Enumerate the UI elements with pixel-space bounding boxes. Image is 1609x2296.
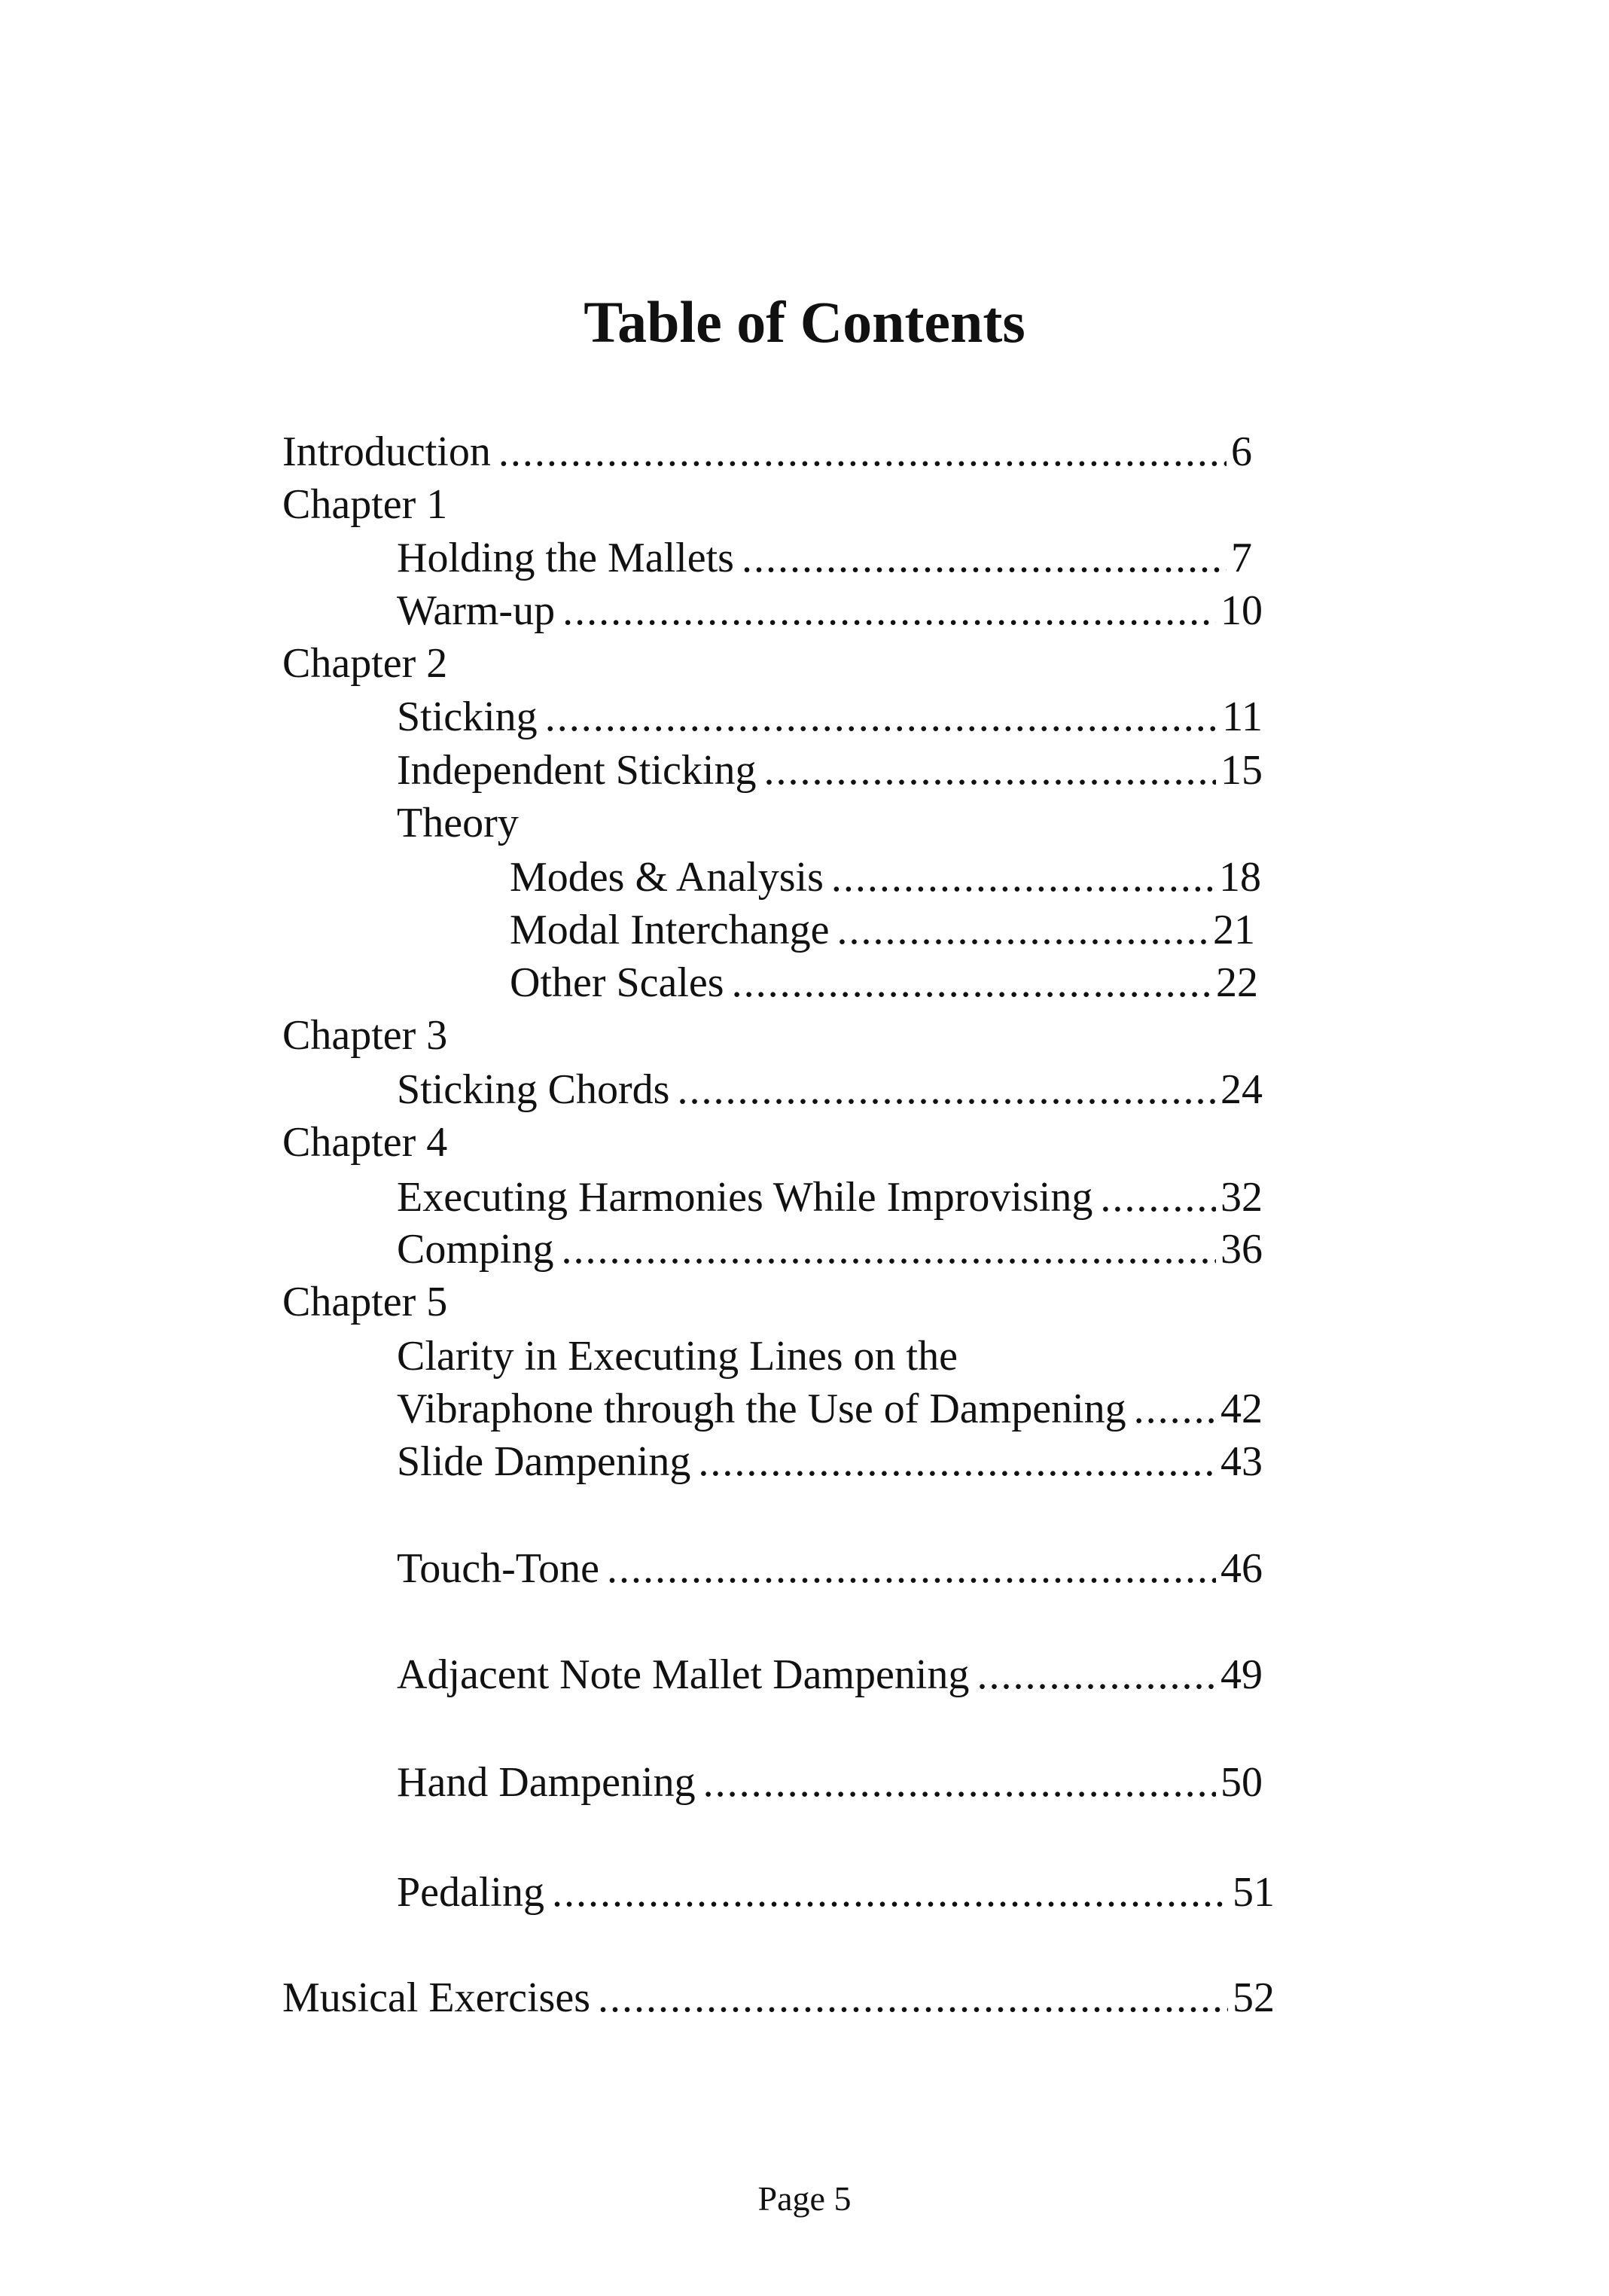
toc-entry-label: Executing Harmonies While Improvising — [397, 1174, 1093, 1221]
dot-leader — [698, 1435, 1216, 1488]
toc-entry-page: 52 — [1233, 1974, 1275, 2021]
toc-entry-page: 18 — [1219, 854, 1261, 901]
toc-entry-label: Modes & Analysis — [510, 854, 824, 901]
toc-entry-page: 32 — [1220, 1174, 1263, 1221]
toc-entry-page: 46 — [1220, 1545, 1263, 1592]
toc-entry-independent-sticking — [397, 744, 1263, 797]
dot-leader — [598, 1971, 1228, 2024]
dot-leader — [836, 904, 1208, 956]
toc-chapter-2: Chapter 2 — [282, 640, 448, 687]
toc-entry-page: 50 — [1220, 1759, 1263, 1806]
toc-entry-label: Musical Exercises — [282, 1974, 590, 2021]
dot-leader — [1134, 1383, 1216, 1435]
toc-entry-page: 11 — [1222, 694, 1263, 740]
toc-entry-touch-tone — [397, 1542, 1263, 1595]
toc-entry-modes-analysis — [510, 851, 1261, 904]
toc-entry-page: 24 — [1220, 1066, 1263, 1113]
toc-entry-sticking — [397, 691, 1263, 743]
toc-entry-clarity-line-2 — [397, 1383, 1263, 1435]
toc-entry-warm-up — [397, 584, 1263, 637]
dot-leader — [677, 1063, 1216, 1116]
toc-entry-slide-dampening — [397, 1435, 1263, 1488]
toc-entry-modal-interchange — [510, 904, 1255, 956]
toc-entry-label: Hand Dampening — [397, 1759, 696, 1806]
toc-entry-page: 15 — [1220, 747, 1263, 794]
toc-entry-label: Introduction — [282, 428, 491, 475]
toc-entry-adjacent-note-mallet-dampening — [397, 1648, 1263, 1701]
toc-entry-label: Vibraphone through the Use of Dampening — [397, 1386, 1126, 1432]
dot-leader — [498, 425, 1227, 478]
toc-entry-label: Pedaling — [397, 1869, 544, 1916]
toc-entry-sticking-chords — [397, 1063, 1263, 1116]
dot-leader — [607, 1542, 1216, 1595]
dot-leader — [763, 744, 1216, 797]
toc-entry-label: Modal Interchange — [510, 907, 830, 953]
toc-entry-page: 42 — [1220, 1386, 1263, 1432]
toc-entry-clarity-line-1: Clarity in Executing Lines on the — [397, 1333, 958, 1380]
toc-entry-page: 36 — [1220, 1226, 1263, 1273]
toc-entry-page: 43 — [1220, 1438, 1263, 1485]
dot-leader — [742, 532, 1227, 584]
toc-chapter-3: Chapter 3 — [282, 1012, 448, 1059]
toc-entry-label: Warm-up — [397, 587, 556, 634]
dot-leader — [545, 691, 1217, 743]
toc-entry-other-scales — [510, 956, 1258, 1009]
toc-entry-label: Sticking Chords — [397, 1066, 670, 1113]
page-number: Page 5 — [757, 2179, 852, 2218]
toc-entry-label: Adjacent Note Mallet Dampening — [397, 1651, 970, 1698]
dot-leader — [562, 584, 1216, 637]
dot-leader — [703, 1756, 1216, 1809]
toc-heading-theory: Theory — [397, 800, 519, 846]
dot-leader — [552, 1866, 1228, 1919]
toc-entry-label: Comping — [397, 1226, 554, 1273]
toc-entry-label: Sticking — [397, 694, 538, 740]
dot-leader — [831, 851, 1214, 904]
toc-entry-page: 10 — [1220, 587, 1263, 634]
dot-leader — [732, 956, 1211, 1009]
toc-entry-executing-harmonies — [397, 1171, 1263, 1224]
toc-entry-musical-exercises — [282, 1971, 1275, 2024]
toc-entry-page: 6 — [1231, 428, 1252, 475]
toc-entry-page: 49 — [1220, 1651, 1263, 1698]
toc-entry-hand-dampening — [397, 1756, 1263, 1809]
page-title: Table of Contents — [584, 289, 1025, 355]
toc-entry-pedaling — [397, 1866, 1275, 1919]
dot-leader — [977, 1648, 1216, 1701]
toc-chapter-1: Chapter 1 — [282, 481, 448, 528]
toc-entry-label: Holding the Mallets — [397, 535, 734, 581]
toc-entry-page: 7 — [1231, 535, 1252, 581]
toc-entry-label: Touch-Tone — [397, 1545, 599, 1592]
toc-entry-holding-the-mallets — [397, 532, 1252, 584]
toc-entry-page: 22 — [1216, 959, 1258, 1006]
toc-chapter-4: Chapter 4 — [282, 1119, 448, 1166]
toc-entry-comping — [397, 1223, 1263, 1276]
dot-leader — [561, 1223, 1216, 1276]
toc-entry-label: Other Scales — [510, 959, 724, 1006]
toc-entry-page: 51 — [1233, 1869, 1275, 1916]
toc-entry-page: 21 — [1213, 907, 1255, 953]
toc-chapter-5: Chapter 5 — [282, 1279, 448, 1325]
dot-leader — [1100, 1171, 1216, 1224]
toc-entry-introduction — [282, 425, 1252, 478]
toc-entry-label: Slide Dampening — [397, 1438, 691, 1485]
toc-entry-label: Independent Sticking — [397, 747, 757, 794]
